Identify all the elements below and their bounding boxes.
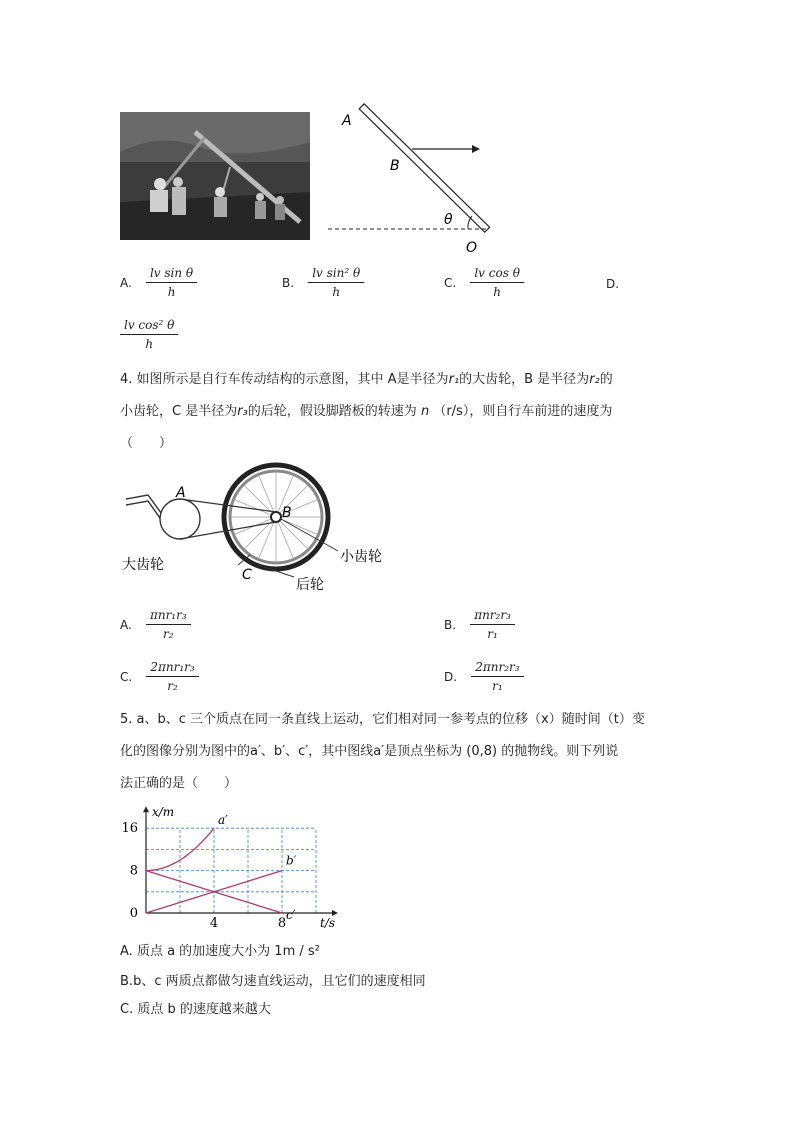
y-tick-label: 16 [121, 821, 138, 837]
series-label: c′ [286, 908, 296, 922]
x-tick-label: 4 [209, 916, 219, 931]
label-B: B [282, 505, 292, 521]
big-gear [160, 499, 200, 539]
prev-option-d-letter[interactable]: D. [606, 276, 620, 291]
series-label: b′ [286, 853, 297, 868]
y-axis-label: x/m [152, 805, 175, 820]
label-small-gear: 小齿轮 [340, 549, 382, 565]
prev-option-c[interactable]: C. $\frac{\text{lv cos θ}}{h}$ [444, 266, 524, 299]
prev-option-b[interactable]: B. $\frac{\text{lv sin² θ}}{h}$ [282, 266, 364, 299]
q4-text: 4. 如图所示是自行车传动结构的示意图，其中 A是半径为r₁的大齿轮，B 是半径为r₂的 小齿轮，C 是半径为r₃的后轮，假设脚踏板的转速为 n （r/s），则自行车前进的速度为 （ ） [120, 372, 613, 451]
label-rear-wheel: 后轮 [296, 577, 324, 593]
y-axis-arrow [143, 806, 149, 812]
q4-option-a[interactable]: A. $\frac{\text{πnr₁r₃}}{\text{r₂}}$ [120, 608, 191, 641]
x-t-chart [116, 800, 346, 940]
label-A: A [342, 113, 352, 129]
label-theta: θ [444, 212, 453, 228]
label-B: B [390, 158, 400, 174]
q5-option-b[interactable]: B.b、c 两质点都做匀速直线运动，且它们的速度相同 [120, 974, 426, 989]
prev-option-d: $\frac{\text{lv cos² θ}}{h}$ [120, 318, 178, 351]
q4-option-c[interactable]: C. $\frac{\text{2πnr₁r₃}}{\text{r₂}}$ [120, 660, 199, 693]
label-O: O [466, 240, 478, 256]
rod-diagram [320, 100, 520, 260]
label-big-gear: 大齿轮 [122, 557, 164, 573]
label-C: C [242, 567, 252, 583]
x-tick-label: 8 [277, 916, 287, 931]
q5-option-a[interactable]: A. 质点 a 的加速度大小为 1m / s² [120, 944, 320, 959]
x-axis-label: t/s [320, 916, 336, 930]
workers-photo [120, 112, 310, 240]
small-gear [271, 512, 281, 522]
bicycle-transmission-diagram [118, 455, 398, 595]
y-tick-label: 8 [129, 863, 138, 879]
q5-text: 5. a、b、c 三个质点在同一条直线上运动，它们相对同一参考点的位移（x）随时间（t）变 化的图像分别为图中的a′、b′、c′，其中图线a′是顶点坐标为 (0,8) 的抛物线。则下列说 法正确的是（ ） [120, 712, 645, 791]
y-tick-label: 0 [129, 906, 138, 921]
series-label: a′ [218, 813, 228, 828]
label-A: A [176, 485, 186, 501]
prev-option-a[interactable]: A. $\frac{\text{lv sin θ}}{h}$ [120, 266, 197, 299]
q5-option-c[interactable]: C. 质点 b 的速度越来越大 [120, 1002, 271, 1017]
q4-option-d[interactable]: D. $\frac{\text{2πnr₂r₃}}{\text{r₁}}$ [444, 660, 524, 693]
q4-option-b[interactable]: B. $\frac{\text{πnr₂r₃}}{\text{r₁}}$ [444, 608, 515, 641]
